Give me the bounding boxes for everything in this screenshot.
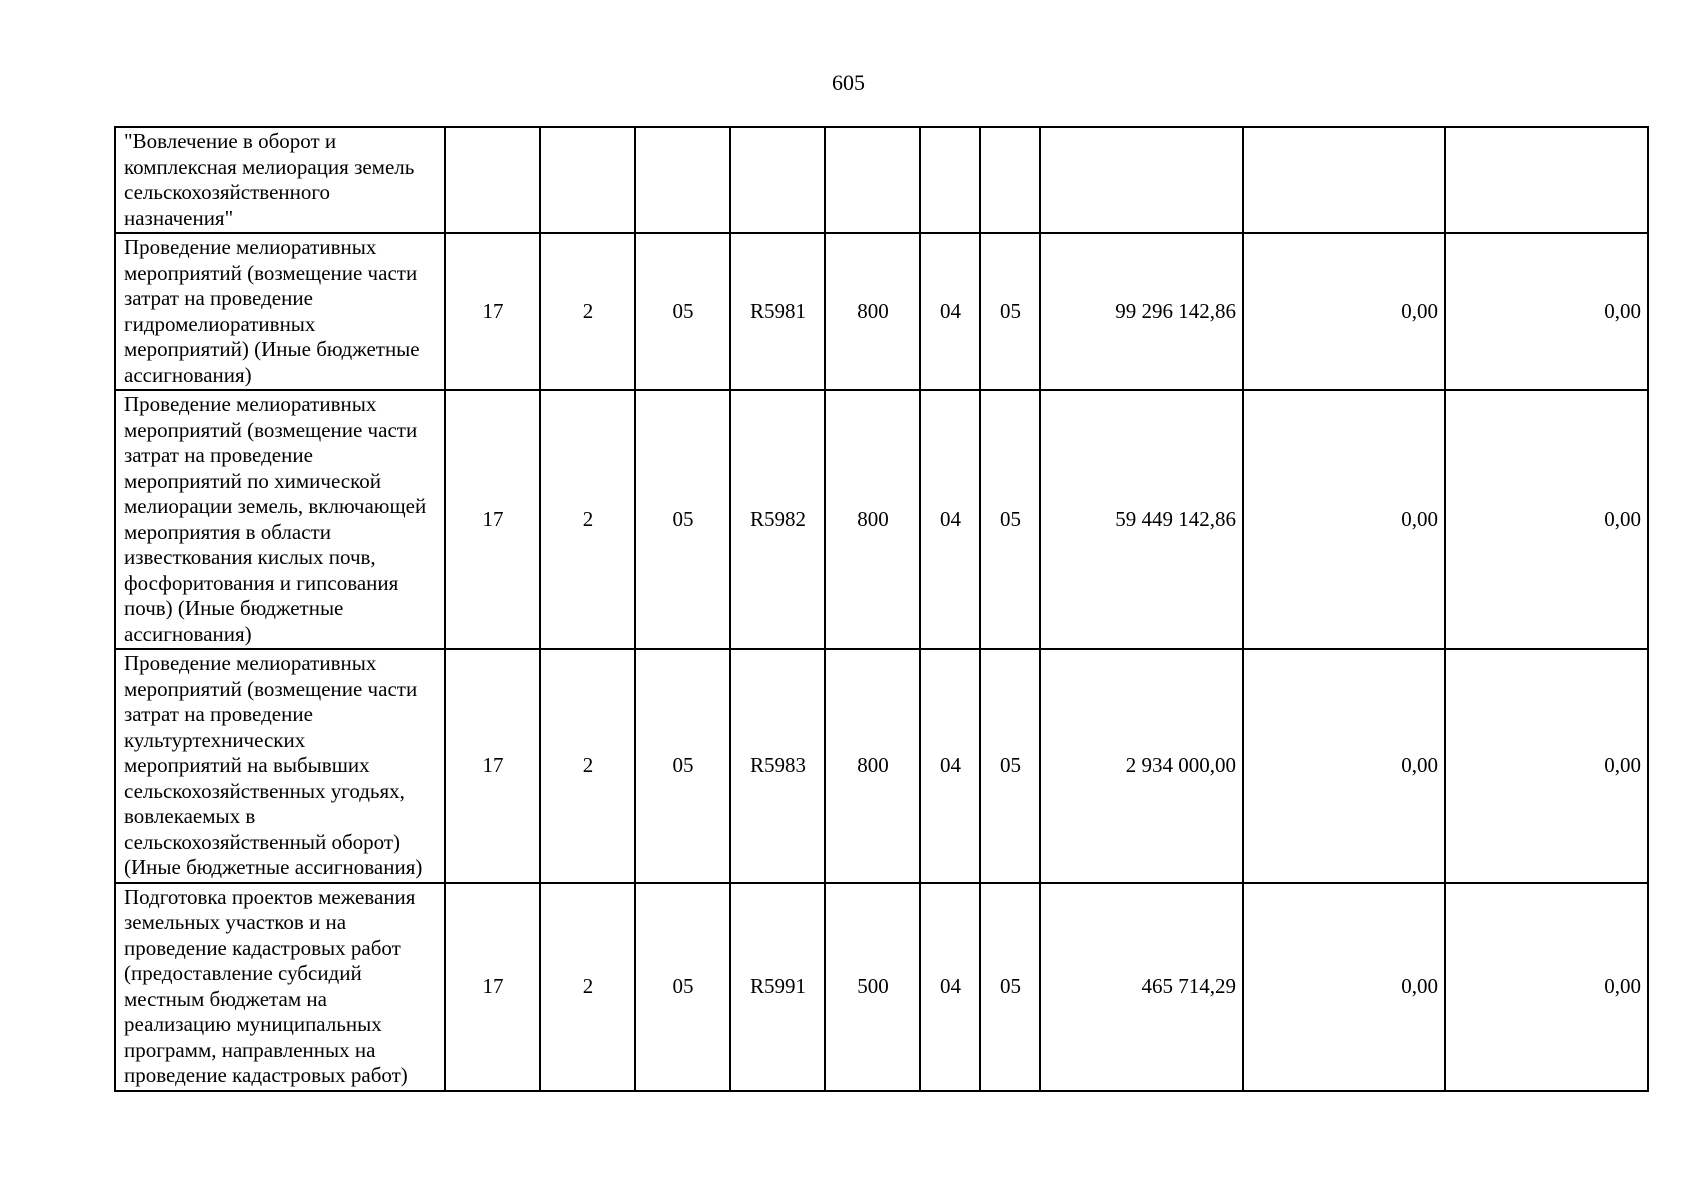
amount-year2-cell: 0,00 <box>1243 233 1445 390</box>
amount-year3-cell: 0,00 <box>1445 883 1648 1091</box>
row-description: Проведение мелиоративных мероприятий (возмещение части затрат на проведение гидромелиоративных мероприятий) (Иные бюджетные ассигнования) <box>115 233 445 390</box>
row-description: Подготовка проектов межевания земельных участков и на проведение кадастровых работ (предоставление субсидий местным бюджетам на реализацию муниципальных программ, направленных на проведение кадастровых работ) <box>115 883 445 1091</box>
subprogram-code-cell: 2 <box>540 233 635 390</box>
subsection-cell: 05 <box>980 390 1040 649</box>
amount-year3-cell: 0,00 <box>1445 233 1648 390</box>
subprogram-code-cell: 2 <box>540 390 635 649</box>
direction-code-cell: R5991 <box>730 883 825 1091</box>
event-code-cell <box>635 127 730 233</box>
amount-year1-cell: 465 714,29 <box>1040 883 1243 1091</box>
direction-code-cell <box>730 127 825 233</box>
table-row <box>115 883 1648 1091</box>
section-cell: 04 <box>920 390 980 649</box>
subsection-cell <box>980 127 1040 233</box>
table-row <box>115 127 1648 233</box>
expense-type-cell: 500 <box>825 883 920 1091</box>
section-cell: 04 <box>920 649 980 883</box>
amount-year2-cell <box>1243 127 1445 233</box>
program-code-cell: 17 <box>445 390 540 649</box>
row-description: Проведение мелиоративных мероприятий (возмещение части затрат на проведение культуртехнических мероприятий на выбывших сельскохозяйственных угодьях, вовлекаемых в сельскохозяйственный оборот) (Иные бюджетные ассигнования) <box>115 649 445 883</box>
subprogram-code-cell: 2 <box>540 883 635 1091</box>
page-number: 605 <box>832 70 865 95</box>
section-cell: 04 <box>920 233 980 390</box>
subprogram-code-cell: 2 <box>540 649 635 883</box>
direction-code-cell: R5982 <box>730 390 825 649</box>
direction-code-cell: R5983 <box>730 649 825 883</box>
amount-year1-cell: 59 449 142,86 <box>1040 390 1243 649</box>
amount-year3-cell: 0,00 <box>1445 390 1648 649</box>
table-row <box>115 233 1648 390</box>
expense-type-cell: 800 <box>825 649 920 883</box>
program-code-cell: 17 <box>445 233 540 390</box>
amount-year1-cell: 99 296 142,86 <box>1040 233 1243 390</box>
amount-year2-cell: 0,00 <box>1243 649 1445 883</box>
amount-year3-cell <box>1445 127 1648 233</box>
amount-year2-cell: 0,00 <box>1243 390 1445 649</box>
direction-code-cell: R5981 <box>730 233 825 390</box>
expense-type-cell: 800 <box>825 233 920 390</box>
expense-type-cell <box>825 127 920 233</box>
amount-year1-cell: 2 934 000,00 <box>1040 649 1243 883</box>
budget-table <box>114 126 1649 1092</box>
program-code-cell: 17 <box>445 649 540 883</box>
subsection-cell: 05 <box>980 649 1040 883</box>
program-code-cell: 17 <box>445 883 540 1091</box>
event-code-cell: 05 <box>635 390 730 649</box>
event-code-cell: 05 <box>635 233 730 390</box>
row-description: Проведение мелиоративных мероприятий (возмещение части затрат на проведение мероприятий по химической мелиорации земель, включающей мероприятия в области известкования кислых почв, фосфоритования и гипсования почв) (Иные бюджетные ассигнования) <box>115 390 445 649</box>
amount-year1-cell <box>1040 127 1243 233</box>
table-row <box>115 390 1648 649</box>
expense-type-cell: 800 <box>825 390 920 649</box>
subprogram-code-cell <box>540 127 635 233</box>
row-description: "Вовлечение в оборот и комплексная мелиорация земель сельскохозяйственного назначения" <box>115 127 445 233</box>
event-code-cell: 05 <box>635 649 730 883</box>
event-code-cell: 05 <box>635 883 730 1091</box>
subsection-cell: 05 <box>980 233 1040 390</box>
table-row <box>115 649 1648 883</box>
subsection-cell: 05 <box>980 883 1040 1091</box>
section-cell <box>920 127 980 233</box>
section-cell: 04 <box>920 883 980 1091</box>
program-code-cell <box>445 127 540 233</box>
amount-year3-cell: 0,00 <box>1445 649 1648 883</box>
amount-year2-cell: 0,00 <box>1243 883 1445 1091</box>
